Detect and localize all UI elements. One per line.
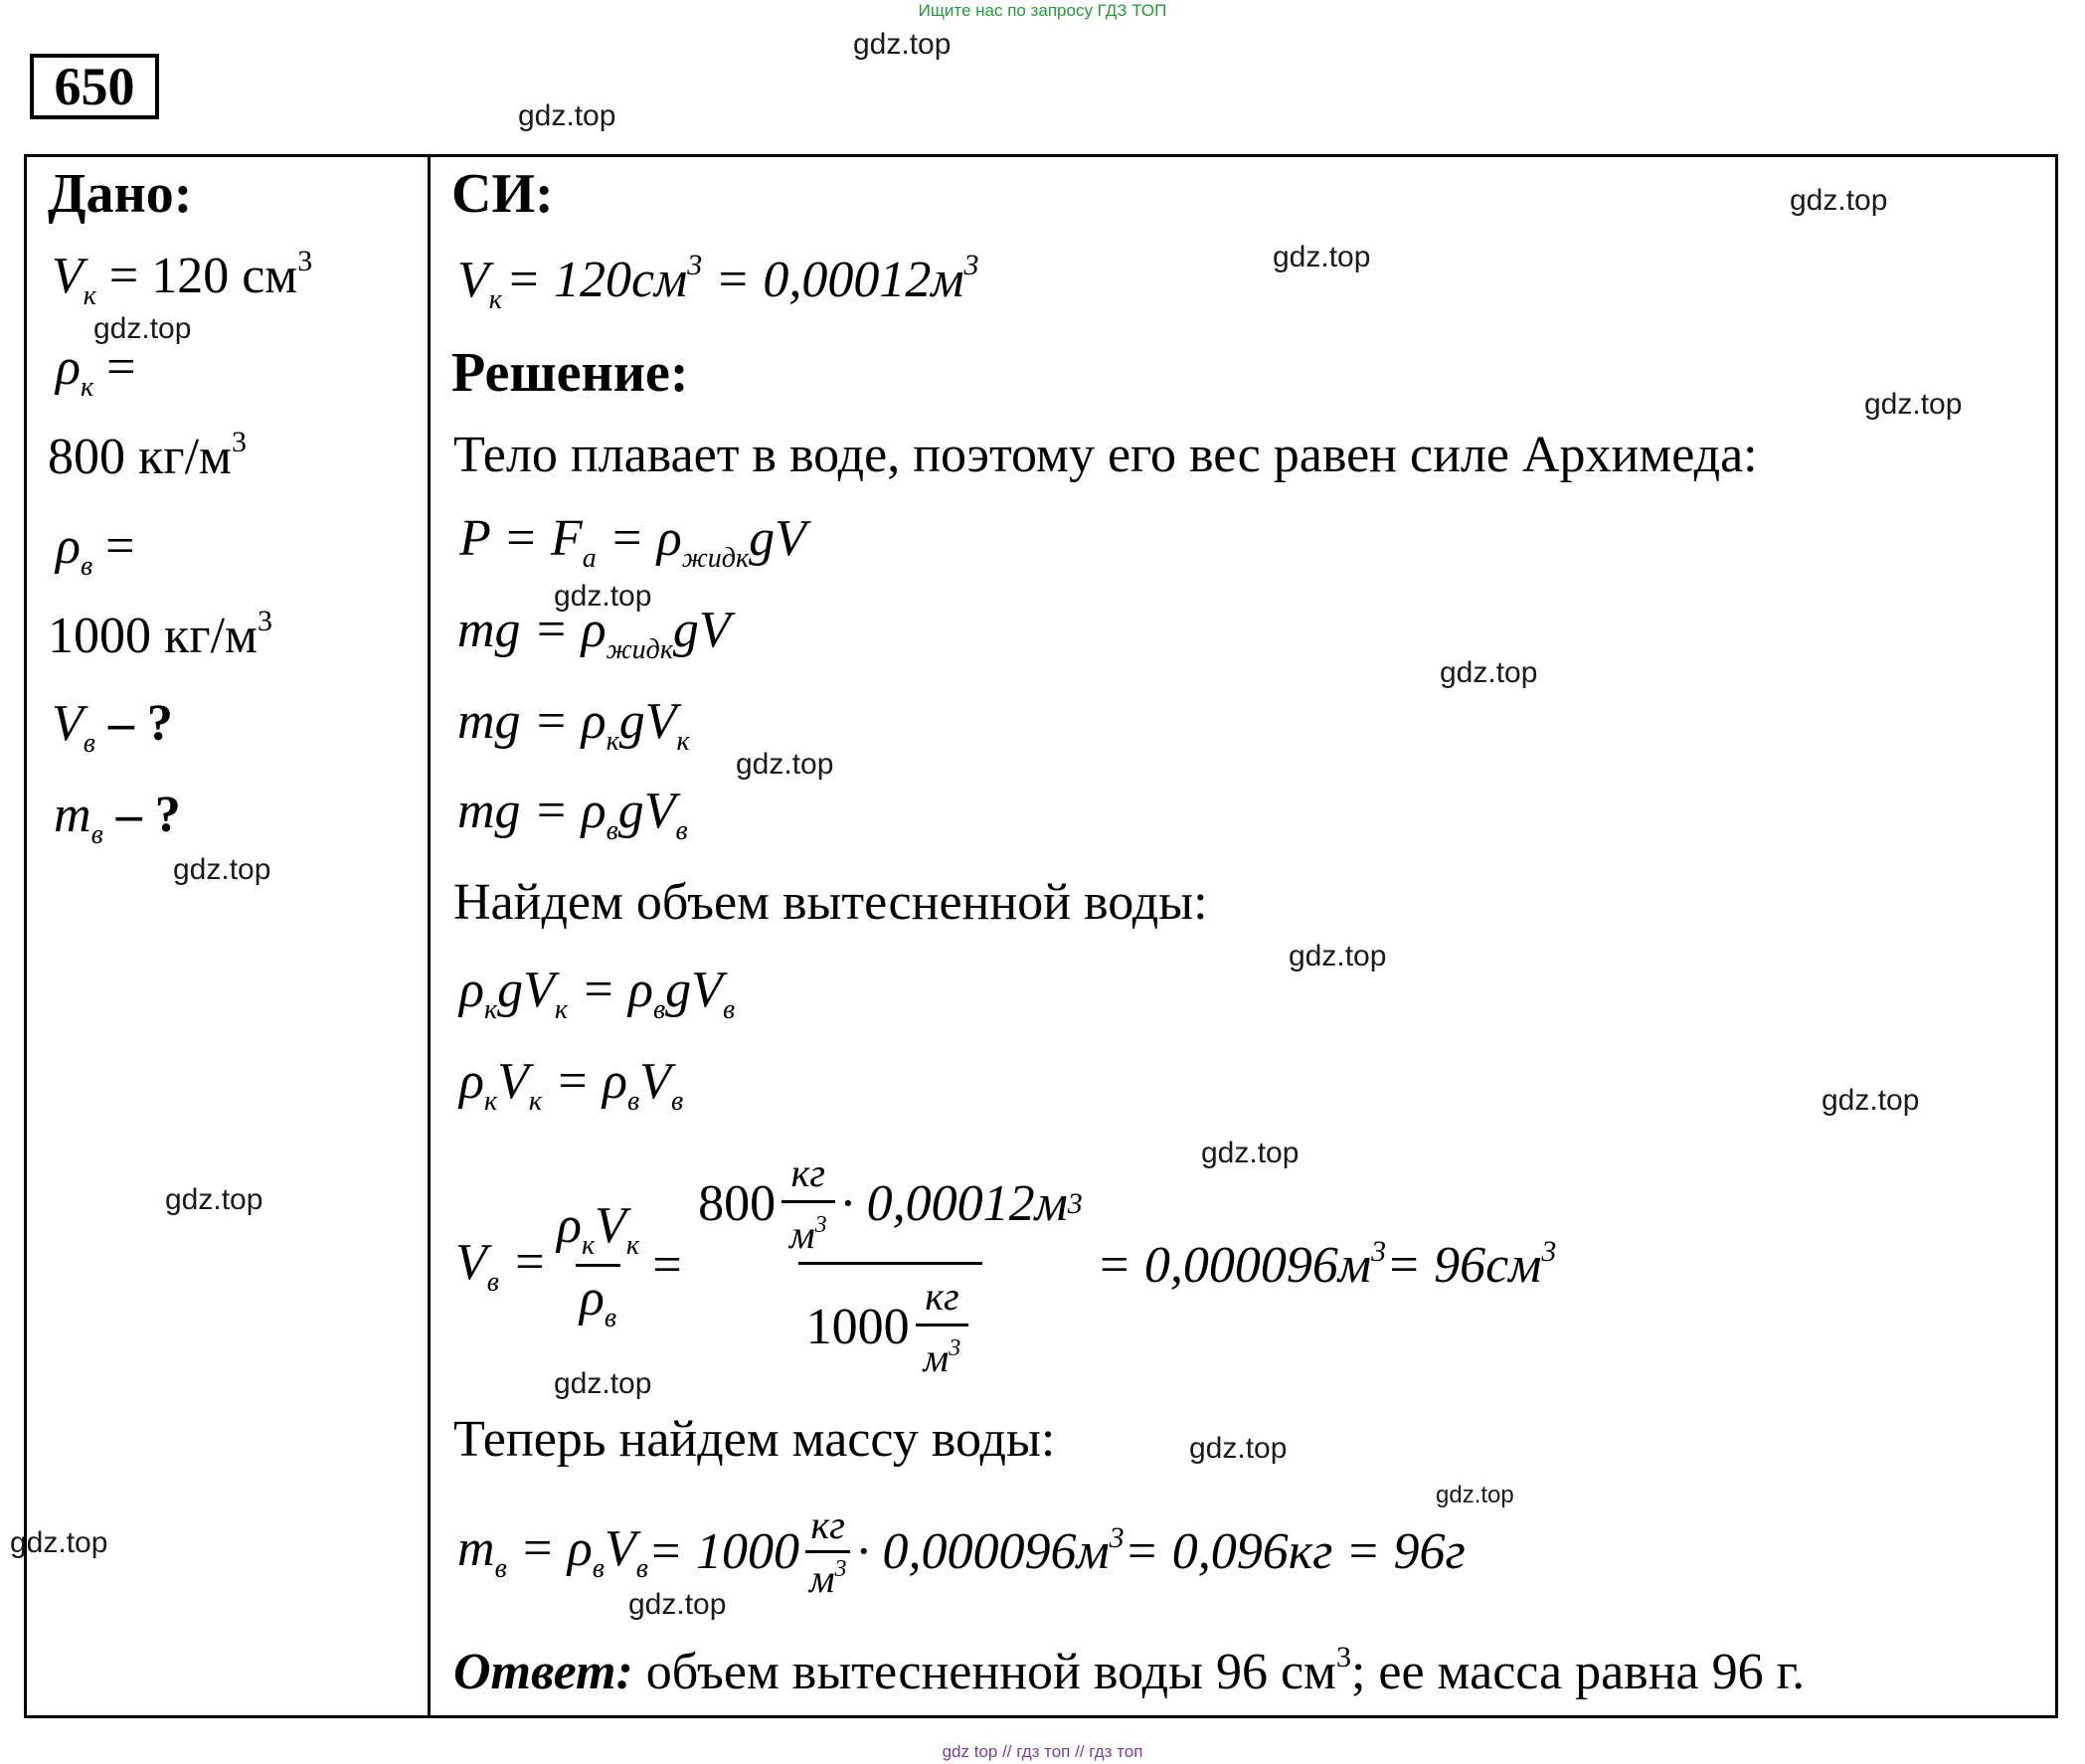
given-cube-density-symbol: $\rho_к$ = [56,339,136,403]
mass-calculation: $m_в = \rho_вV_в$ = 1000 $\frac{кг}{м^3}$ · 0,000096м $^3$ = 0,096кг = 96г [457,1502,1466,1601]
mass-result: = 0,096кг = 96г [1124,1523,1466,1580]
solution-table [24,154,2058,1718]
numerator-density: 800 [698,1175,777,1232]
volume-result: = 0,000096м [1096,1237,1372,1294]
watermark: gdz.top [736,748,834,781]
watermark: gdz.top [628,1588,727,1621]
mass-volume-value: · 0,000096м [856,1523,1110,1580]
formula-2: mg = $\rho_{жидк}gV$ [457,602,731,665]
denominator-density: 1000 [805,1299,910,1355]
unknown-water-volume: $V_в$ – ? [52,695,173,759]
si-conversion-result: = 0,00012м [715,252,964,308]
density-ratio-fraction: $\frac{\rho_кV_к}{\rho_в}$ [557,1197,639,1333]
given-cube-density-value: 800 кг/м [48,429,232,485]
si-conversion-value: = 120см [505,252,688,308]
top-banner: Ищите нас по запросу ГДЗ ТОП [918,1,1167,20]
column-divider [428,154,431,1718]
footer: gdz top // гдз топ // гдз топ [942,1742,1143,1761]
formula-6: $\rho_кV_к = \rho_вV_в$ [459,1053,684,1117]
solution-text-1: Тело плавает в воде, поэтому его вес равен силе Архимеда: [453,427,1758,483]
formula-3: mg = $\rho_кgV_к$ [457,693,690,757]
solution-text-2: Найдем объем вытесненной воды: [453,874,1208,931]
watermark: gdz.top [1201,1137,1300,1169]
given-cube-density: 800 $кг/м^3$ [48,426,247,485]
given-water-density-value: 1000 кг/м [48,608,258,664]
watermark: gdz.top [1864,388,1963,421]
watermark: gdz.top [1436,1482,1514,1508]
si-heading: СИ: [451,163,554,225]
watermark: gdz.top [10,1526,108,1559]
given-water-density: 1000 $кг/м^3$ [48,605,272,664]
answer: Ответ: объем вытесненной воды 96 $см^3$; ее масса равна 96 г. [453,1641,1806,1700]
solution-text-3: Теперь найдем массу воды: [453,1411,1056,1468]
given-water-density-symbol: $\rho_в$ = [56,518,135,582]
watermark: gdz.top [1273,241,1371,273]
watermark: gdz.top [173,853,271,886]
problem-number: 650 [30,54,159,119]
watermark: gdz.top [554,580,652,613]
numerator-volume: · 0,00012м [840,1175,1068,1232]
solution-heading: Решение: [451,342,689,404]
mass-density-value: = 1000 [647,1523,799,1580]
answer-text-1: объем вытесненной воды 96 см [632,1644,1336,1700]
numeric-fraction: 800 $\frac{кг}{м^3}$ · 0,00012м 3 1000 $\frac{кг}{м^3}$ [698,1150,1083,1380]
volume-result-cm: = 96см [1386,1237,1542,1294]
given-heading: Дано: [48,163,193,225]
given-cube-volume: $V_к = 120$ $см^3$ [52,245,313,311]
watermark: gdz.top [1790,184,1888,217]
formula-1: $P = F_a = \rho_{жидк}gV$ [459,510,806,574]
volume-calculation: $V_в$ = $\frac{\rho_кV_к}{\rho_в}$ = 800 $\frac{кг}{м^3}$ · 0,00012м 3 1000 $\frac{кг}{м^3}$ = 0,000096м $^3$ = 96см $^3$ [455,1150,1557,1380]
formula-4: mg = $\rho_вgV_в$ [457,783,688,846]
watermark: gdz.top [1189,1432,1288,1465]
given-cube-volume-value: 120 см [151,248,298,304]
watermark: gdz.top [853,28,952,61]
watermark: gdz.top [165,1183,263,1216]
unknown-water-mass: $m_в$ – ? [54,787,181,850]
watermark: gdz.top [1440,656,1538,689]
watermark: gdz.top [518,99,616,132]
watermark: gdz.top [93,312,192,345]
answer-text-2: ; ее масса равна 96 г. [1350,1644,1806,1700]
watermark: gdz.top [1289,940,1387,972]
formula-5: $\rho_кgV_к = \rho_вgV_в$ [459,962,736,1025]
si-conversion: $V_к = 120см^3 = 0,00012м^3$ [457,249,979,315]
watermark: gdz.top [554,1367,652,1400]
answer-label: Ответ: [453,1644,633,1700]
watermark: gdz.top [1822,1084,1920,1117]
